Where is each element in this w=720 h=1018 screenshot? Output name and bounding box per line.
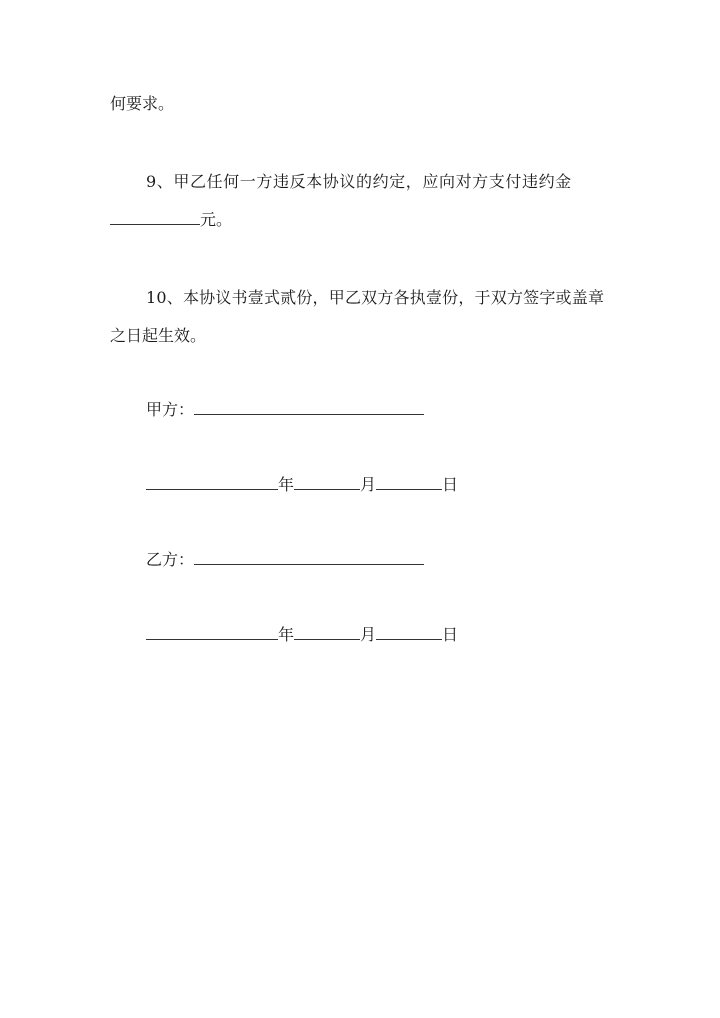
day-label: 日 bbox=[442, 475, 459, 494]
party-b-date-row bbox=[146, 625, 458, 645]
year-label: 年 bbox=[278, 625, 295, 644]
clause-10-line-2: 之日起生效。 bbox=[110, 326, 207, 345]
party-b-day-blank bbox=[376, 625, 442, 640]
party-b-signature-row bbox=[146, 550, 424, 570]
month-label: 月 bbox=[360, 625, 377, 644]
party-b-label: 乙方： bbox=[146, 550, 195, 569]
party-a-date-row bbox=[146, 475, 458, 495]
year-label: 年 bbox=[278, 475, 295, 494]
text-line-continuation: 何要求。 bbox=[110, 94, 175, 113]
clause-9-line-1: 9、甲乙任何一方违反本协议的约定，应向对方支付违约金 bbox=[146, 172, 572, 191]
party-a-month-blank bbox=[294, 475, 360, 490]
party-a-signature-blank bbox=[194, 400, 424, 415]
month-label: 月 bbox=[360, 475, 377, 494]
party-b-month-blank bbox=[294, 625, 360, 640]
party-b-year-blank bbox=[146, 625, 278, 640]
party-a-signature-row bbox=[146, 400, 424, 420]
party-a-label: 甲方： bbox=[146, 400, 195, 419]
clause-10-line-1: 10、本协议书壹式贰份，甲乙双方各执壹份，于双方签字或盖章 bbox=[146, 288, 605, 307]
day-label: 日 bbox=[442, 625, 459, 644]
clause-9-suffix: 元。 bbox=[200, 210, 233, 229]
party-b-signature-blank bbox=[194, 550, 424, 565]
party-a-day-blank bbox=[376, 475, 442, 490]
clause-9-line-2 bbox=[110, 210, 232, 230]
party-a-year-blank bbox=[146, 475, 278, 490]
penalty-amount-blank bbox=[110, 210, 200, 225]
